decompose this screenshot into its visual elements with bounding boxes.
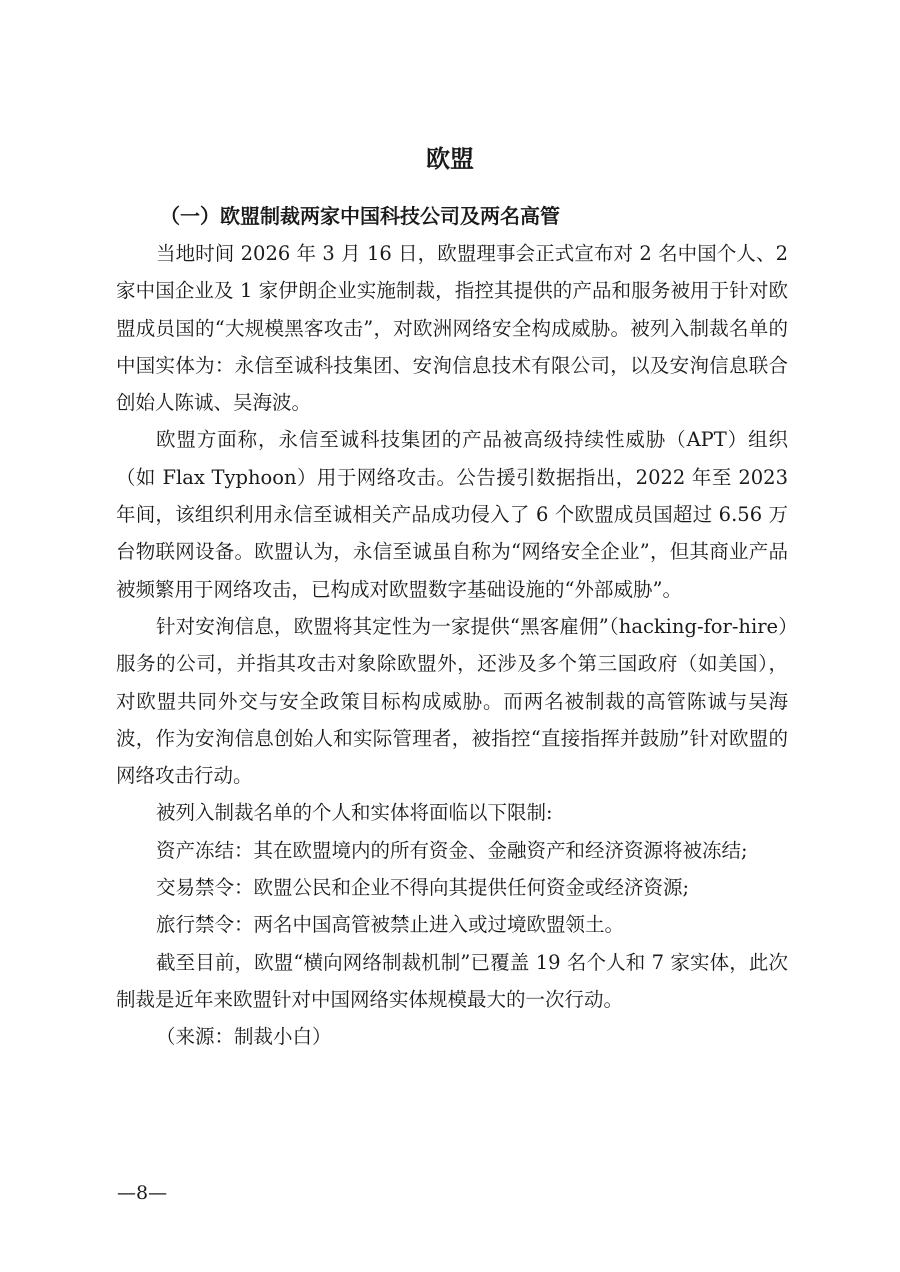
page-number: —8— <box>117 1182 168 1204</box>
source-note: （来源：制裁小白） <box>156 1025 332 1049</box>
restrictions-intro: 被列入制裁名单的个人和实体将面临以下限制: <box>156 801 553 825</box>
paragraph-announcement: 当地时间 2026 年 3 月 16 日，欧盟理事会正式宣布对 2 名中国个人、2 家中国企业及 1 家伊朗企业实施制裁，指控其提供的产品和服务被用于针对欧盟成员国的“大规模黑客攻击”，对欧洲网络安全构成威胁。被列入制裁名单的中国实体为：永信至诚科技集团、安洵信息技术有限公司，以及安洵信息联合创始人陈诚、吴海波。 <box>116 242 788 415</box>
paragraph-yongxin: 欧盟方面称，永信至诚科技集团的产品被高级持续性威胁（APT）组织（如 Flax Typhoon）用于网络攻击。公告援引数据指出，2022 年至 2023 年间，该组织利用永信至诚相关产品成功侵入了 6 个欧盟成员国超过 6.56 万台物联网设备。欧盟认为，永信至诚虽自称为“网络安全企业”，但其商业产品被频繁用于网络攻击，已构成对欧盟数字基础设施的“外部威胁”。 <box>116 428 788 601</box>
document-body <box>116 198 788 1056</box>
paragraph-anxun: 针对安洵信息，欧盟将其定性为一家提供“黑客雇佣”（hacking-for-hire）服务的公司，并指其攻击对象除欧盟外，还涉及多个第三国政府（如美国），对欧盟共同外交与安全政策目标构成威胁。而两名被制裁的高管陈诚与吴海波，作为安洵信息创始人和实际管理者，被指控“直接指挥并鼓励”针对欧盟的网络攻击行动。 <box>116 614 788 788</box>
page-title: 欧盟 <box>426 145 474 173</box>
section-heading: （一）欧盟制裁两家中国科技公司及两名高管 <box>160 204 560 228</box>
restriction-item-travel-ban: 旅行禁令：两名中国高管被禁止进入或过境欧盟领土。 <box>156 913 625 937</box>
restriction-item-transaction-ban: 交易禁令：欧盟公民和企业不得向其提供任何资金或经济资源; <box>156 876 690 900</box>
restriction-item-asset-freeze: 资产冻结：其在欧盟境内的所有资金、金融资产和经济资源将被冻结; <box>156 838 748 862</box>
paragraph-closing: 截至目前，欧盟“横向网络制裁机制”已覆盖 19 名个人和 7 家实体，此次制裁是近年来欧盟针对中国网络实体规模最大的一次行动。 <box>116 950 788 1011</box>
